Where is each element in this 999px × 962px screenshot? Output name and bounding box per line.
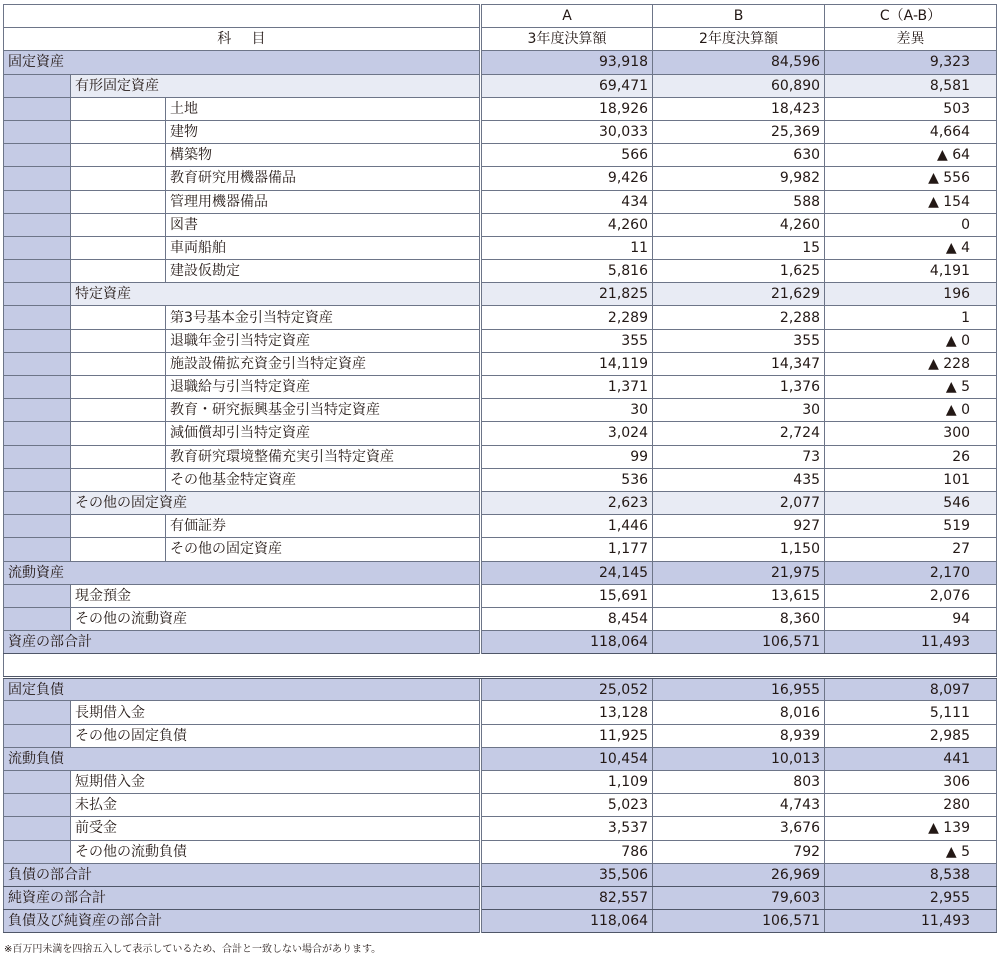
row-label: 車両船舶 (166, 236, 481, 259)
item-row (4, 840, 997, 863)
indent-cell (4, 306, 71, 329)
indent-cell (4, 794, 71, 817)
value-b: 84,596 (653, 51, 825, 74)
header-col-c-letter: C（A-B） (825, 5, 997, 28)
indent-cell (71, 144, 166, 167)
row-label: 有形固定資産 (71, 74, 481, 97)
balance-sheet-table (3, 4, 997, 933)
value-c: 94 (825, 607, 997, 630)
value-c: 8,538 (825, 863, 997, 886)
indent-cell (4, 283, 71, 306)
value-a: 5,816 (481, 260, 653, 283)
item-row (4, 190, 997, 213)
indent-cell (71, 190, 166, 213)
value-c: 4,664 (825, 120, 997, 143)
row-label: 有価証券 (166, 515, 481, 538)
header-subject-label-1: 科 (217, 31, 232, 48)
row-label: 建物 (166, 120, 481, 143)
value-c: 503 (825, 97, 997, 120)
header-blank-cell (4, 5, 481, 28)
row-label: 未払金 (71, 794, 481, 817)
value-a: 11,925 (481, 724, 653, 747)
row-label: 建設仮勘定 (166, 260, 481, 283)
row-label: 固定負債 (4, 678, 481, 701)
value-b: 2,077 (653, 491, 825, 514)
value-c: 101 (825, 468, 997, 491)
header-col-c-title: 差異 (825, 28, 997, 51)
item-row (4, 724, 997, 747)
value-a: 5,023 (481, 794, 653, 817)
indent-cell (4, 607, 71, 630)
item-row (4, 607, 997, 630)
value-b: 1,150 (653, 538, 825, 561)
item-row (4, 794, 997, 817)
value-a: 13,128 (481, 701, 653, 724)
indent-cell (71, 329, 166, 352)
value-a: 434 (481, 190, 653, 213)
indent-cell (71, 97, 166, 120)
value-c: ▲ 228 (825, 352, 997, 375)
item-row (4, 701, 997, 724)
value-b: 18,423 (653, 97, 825, 120)
value-a: 15,691 (481, 584, 653, 607)
value-a: 566 (481, 144, 653, 167)
indent-cell (4, 260, 71, 283)
header-row-titles (4, 28, 997, 51)
indent-cell (4, 491, 71, 514)
row-label: 短期借入金 (71, 771, 481, 794)
value-b: 8,939 (653, 724, 825, 747)
value-b: 4,260 (653, 213, 825, 236)
row-label: 図書 (166, 213, 481, 236)
indent-cell (71, 515, 166, 538)
indent-cell (4, 724, 71, 747)
header-col-b-title: 2年度決算額 (653, 28, 825, 51)
header-subject-cell (4, 28, 481, 51)
item-row (4, 422, 997, 445)
row-label: 現金預金 (71, 584, 481, 607)
value-b: 73 (653, 445, 825, 468)
row-label: 流動負債 (4, 747, 481, 770)
spacer-cell (4, 654, 997, 678)
value-a: 30,033 (481, 120, 653, 143)
value-b: 3,676 (653, 817, 825, 840)
row-label: 長期借入金 (71, 701, 481, 724)
value-a: 118,064 (481, 631, 653, 654)
value-c: 0 (825, 213, 997, 236)
section-spacer (4, 654, 997, 678)
item-row (4, 399, 997, 422)
value-c: 546 (825, 491, 997, 514)
value-a: 786 (481, 840, 653, 863)
row-label: 退職給与引当特定資産 (166, 376, 481, 399)
category-row (4, 51, 997, 74)
row-label: その他の流動資産 (71, 607, 481, 630)
value-b: 14,347 (653, 352, 825, 375)
value-c: 27 (825, 538, 997, 561)
indent-cell (4, 422, 71, 445)
value-a: 118,064 (481, 910, 653, 933)
indent-cell (4, 515, 71, 538)
value-b: 2,724 (653, 422, 825, 445)
value-c: 2,170 (825, 561, 997, 584)
indent-cell (71, 538, 166, 561)
balance-sheet-body (4, 5, 997, 933)
indent-cell (71, 376, 166, 399)
indent-cell (4, 144, 71, 167)
value-a: 11 (481, 236, 653, 259)
value-b: 10,013 (653, 747, 825, 770)
value-a: 1,177 (481, 538, 653, 561)
row-label: 負債の部合計 (4, 863, 481, 886)
row-label: その他の固定負債 (71, 724, 481, 747)
indent-cell (4, 538, 71, 561)
item-row (4, 515, 997, 538)
value-a: 99 (481, 445, 653, 468)
item-row (4, 167, 997, 190)
value-a: 3,537 (481, 817, 653, 840)
row-label: 土地 (166, 97, 481, 120)
value-b: 26,969 (653, 863, 825, 886)
item-row (4, 376, 997, 399)
total-row (4, 863, 997, 886)
header-subject-label-2: 目 (251, 31, 266, 48)
item-row (4, 538, 997, 561)
value-a: 9,426 (481, 167, 653, 190)
indent-cell (4, 74, 71, 97)
value-b: 792 (653, 840, 825, 863)
value-c: 11,493 (825, 910, 997, 933)
item-row (4, 97, 997, 120)
value-a: 536 (481, 468, 653, 491)
value-b: 630 (653, 144, 825, 167)
total-row (4, 886, 997, 909)
subcategory-row (4, 491, 997, 514)
value-c: ▲ 0 (825, 329, 997, 352)
indent-cell (4, 771, 71, 794)
row-label: 特定資産 (71, 283, 481, 306)
value-b: 588 (653, 190, 825, 213)
item-row (4, 468, 997, 491)
value-c: 4,191 (825, 260, 997, 283)
value-c: 2,076 (825, 584, 997, 607)
value-b: 1,625 (653, 260, 825, 283)
value-c: 300 (825, 422, 997, 445)
value-a: 18,926 (481, 97, 653, 120)
row-label: 資産の部合計 (4, 631, 481, 654)
item-row (4, 213, 997, 236)
value-a: 35,506 (481, 863, 653, 886)
total-row (4, 910, 997, 933)
indent-cell (4, 840, 71, 863)
row-label: 減価償却引当特定資産 (166, 422, 481, 445)
row-label: その他の流動負債 (71, 840, 481, 863)
header-col-b-letter: B (653, 5, 825, 28)
value-a: 355 (481, 329, 653, 352)
item-row (4, 771, 997, 794)
value-a: 30 (481, 399, 653, 422)
value-a: 1,109 (481, 771, 653, 794)
value-a: 1,371 (481, 376, 653, 399)
category-row (4, 561, 997, 584)
footnote: ※百万円未満を四捨五入して表示しているため、合計と一致しない場合があります。 (4, 944, 382, 955)
item-row (4, 329, 997, 352)
value-c: 280 (825, 794, 997, 817)
indent-cell (71, 213, 166, 236)
value-b: 1,376 (653, 376, 825, 399)
header-col-a-title: 3年度決算額 (481, 28, 653, 51)
value-b: 21,629 (653, 283, 825, 306)
indent-cell (4, 817, 71, 840)
value-a: 4,260 (481, 213, 653, 236)
value-a: 93,918 (481, 51, 653, 74)
value-c: 2,985 (825, 724, 997, 747)
value-b: 13,615 (653, 584, 825, 607)
value-c: 441 (825, 747, 997, 770)
value-b: 79,603 (653, 886, 825, 909)
indent-cell (4, 352, 71, 375)
row-label: 流動資産 (4, 561, 481, 584)
category-row (4, 747, 997, 770)
indent-cell (71, 445, 166, 468)
total-row (4, 631, 997, 654)
value-b: 21,975 (653, 561, 825, 584)
item-row (4, 236, 997, 259)
indent-cell (71, 468, 166, 491)
value-b: 927 (653, 515, 825, 538)
subcategory-row (4, 74, 997, 97)
row-label: 教育研究環境整備充実引当特定資産 (166, 445, 481, 468)
row-label: 退職年金引当特定資産 (166, 329, 481, 352)
value-b: 8,016 (653, 701, 825, 724)
value-a: 21,825 (481, 283, 653, 306)
row-label: 教育・研究振興基金引当特定資産 (166, 399, 481, 422)
value-b: 30 (653, 399, 825, 422)
row-label: その他の固定資産 (166, 538, 481, 561)
value-a: 69,471 (481, 74, 653, 97)
indent-cell (71, 422, 166, 445)
value-c: 8,581 (825, 74, 997, 97)
indent-cell (4, 399, 71, 422)
value-c: ▲ 4 (825, 236, 997, 259)
row-label: 純資産の部合計 (4, 886, 481, 909)
row-label: 第3号基本金引当特定資産 (166, 306, 481, 329)
indent-cell (4, 584, 71, 607)
indent-cell (4, 236, 71, 259)
row-label: 負債及び純資産の部合計 (4, 910, 481, 933)
row-label: その他基金特定資産 (166, 468, 481, 491)
indent-cell (4, 190, 71, 213)
indent-cell (4, 213, 71, 236)
value-b: 435 (653, 468, 825, 491)
row-label: その他の固定資産 (71, 491, 481, 514)
row-label: 教育研究用機器備品 (166, 167, 481, 190)
category-row (4, 678, 997, 701)
item-row (4, 817, 997, 840)
row-label: 施設設備拡充資金引当特定資産 (166, 352, 481, 375)
value-b: 25,369 (653, 120, 825, 143)
value-a: 2,623 (481, 491, 653, 514)
value-a: 25,052 (481, 678, 653, 701)
value-c: 8,097 (825, 678, 997, 701)
value-c: 26 (825, 445, 997, 468)
indent-cell (71, 399, 166, 422)
value-b: 60,890 (653, 74, 825, 97)
value-c: ▲ 64 (825, 144, 997, 167)
row-label: 前受金 (71, 817, 481, 840)
indent-cell (71, 120, 166, 143)
indent-cell (71, 260, 166, 283)
indent-cell (4, 120, 71, 143)
value-b: 803 (653, 771, 825, 794)
value-b: 9,982 (653, 167, 825, 190)
row-label: 構築物 (166, 144, 481, 167)
value-b: 16,955 (653, 678, 825, 701)
value-a: 10,454 (481, 747, 653, 770)
item-row (4, 306, 997, 329)
value-a: 82,557 (481, 886, 653, 909)
value-c: ▲ 139 (825, 817, 997, 840)
indent-cell (4, 468, 71, 491)
value-c: ▲ 154 (825, 190, 997, 213)
item-row (4, 352, 997, 375)
item-row (4, 260, 997, 283)
value-b: 2,288 (653, 306, 825, 329)
indent-cell (4, 329, 71, 352)
value-a: 2,289 (481, 306, 653, 329)
value-b: 8,360 (653, 607, 825, 630)
value-b: 106,571 (653, 631, 825, 654)
subcategory-row (4, 283, 997, 306)
value-a: 14,119 (481, 352, 653, 375)
value-a: 8,454 (481, 607, 653, 630)
row-label: 固定資産 (4, 51, 481, 74)
value-a: 1,446 (481, 515, 653, 538)
value-b: 4,743 (653, 794, 825, 817)
indent-cell (4, 97, 71, 120)
value-c: 9,323 (825, 51, 997, 74)
item-row (4, 584, 997, 607)
indent-cell (71, 306, 166, 329)
indent-cell (71, 236, 166, 259)
indent-cell (71, 352, 166, 375)
item-row (4, 445, 997, 468)
value-b: 15 (653, 236, 825, 259)
item-row (4, 144, 997, 167)
value-b: 106,571 (653, 910, 825, 933)
row-label: 管理用機器備品 (166, 190, 481, 213)
value-c: ▲ 0 (825, 399, 997, 422)
value-c: 519 (825, 515, 997, 538)
value-a: 24,145 (481, 561, 653, 584)
value-b: 355 (653, 329, 825, 352)
value-a: 3,024 (481, 422, 653, 445)
indent-cell (71, 167, 166, 190)
header-col-a-letter: A (481, 5, 653, 28)
value-c: 1 (825, 306, 997, 329)
value-c: 196 (825, 283, 997, 306)
value-c: 11,493 (825, 631, 997, 654)
value-c: 5,111 (825, 701, 997, 724)
value-c: ▲ 556 (825, 167, 997, 190)
value-c: 2,955 (825, 886, 997, 909)
indent-cell (4, 167, 71, 190)
header-row-letters (4, 5, 997, 28)
value-c: ▲ 5 (825, 376, 997, 399)
indent-cell (4, 445, 71, 468)
value-c: 306 (825, 771, 997, 794)
value-c: ▲ 5 (825, 840, 997, 863)
item-row (4, 120, 997, 143)
indent-cell (4, 701, 71, 724)
indent-cell (4, 376, 71, 399)
